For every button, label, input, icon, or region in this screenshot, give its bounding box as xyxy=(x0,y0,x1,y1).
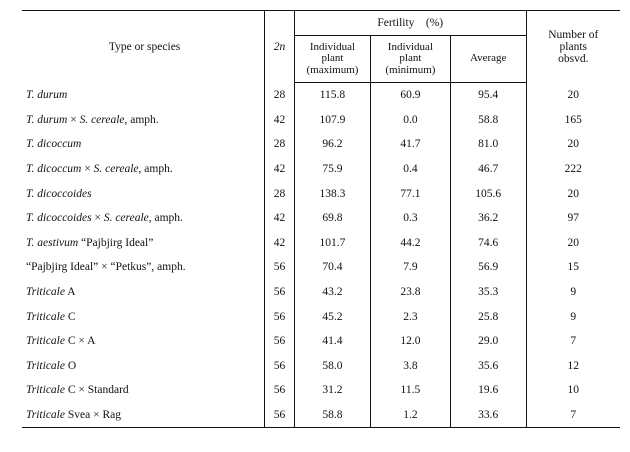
average-fertility-header: Average xyxy=(450,36,526,83)
plants-observed-cell: 97 xyxy=(526,206,620,231)
average-fertility-cell: 74.6 xyxy=(450,231,526,256)
min-header-line-1: Individual xyxy=(387,40,433,53)
chromosome-cell: 56 xyxy=(265,304,295,329)
species-name-roman: C xyxy=(64,310,76,323)
species-name-italic: Triticale xyxy=(26,286,65,299)
species-name-roman: × xyxy=(67,113,80,126)
chromosome-cell: 56 xyxy=(265,403,295,428)
max-fertility-cell: 70.4 xyxy=(294,255,370,280)
chromosome-cell: 42 xyxy=(265,157,295,182)
max-fertility-cell: 45.2 xyxy=(294,304,370,329)
species-name-italic: T. durum xyxy=(26,89,68,102)
min-fertility-header xyxy=(371,36,451,83)
species-name-italic-2: S. cereale xyxy=(103,212,149,225)
min-fertility-cell: 7.9 xyxy=(371,255,451,280)
species-name-roman: × xyxy=(81,163,94,176)
species-name-italic: Triticale xyxy=(26,384,65,397)
species-name-roman: C × Standard xyxy=(64,384,129,397)
max-fertility-cell: 115.8 xyxy=(294,83,370,108)
max-fertility-cell: 75.9 xyxy=(294,157,370,182)
plants-observed-line-1: Number of xyxy=(548,28,599,41)
average-fertility-cell: 35.6 xyxy=(450,354,526,379)
max-fertility-cell: 107.9 xyxy=(294,108,370,133)
min-fertility-cell: 60.9 xyxy=(371,83,451,108)
average-fertility-cell: 19.6 xyxy=(450,378,526,403)
species-name-italic: Triticale xyxy=(26,335,65,348)
max-header-line-2: plant xyxy=(321,52,344,65)
plants-observed-cell: 165 xyxy=(526,108,620,133)
average-fertility-cell: 58.8 xyxy=(450,108,526,133)
table-row xyxy=(22,181,620,206)
min-fertility-cell: 77.1 xyxy=(371,181,451,206)
type-cell xyxy=(22,403,265,428)
chromosome-cell: 56 xyxy=(265,354,295,379)
min-fertility-cell: 0.3 xyxy=(371,206,451,231)
species-name-italic: T. durum xyxy=(26,113,68,126)
plants-observed-cell: 10 xyxy=(526,378,620,403)
type-cell xyxy=(22,304,265,329)
fertility-table xyxy=(22,10,620,428)
species-name-italic: T. dicoccum xyxy=(26,163,82,176)
plants-observed-line-3: obsvd. xyxy=(558,52,589,65)
chromosome-cell: 56 xyxy=(265,280,295,305)
type-cell xyxy=(22,329,265,354)
type-cell xyxy=(22,255,265,280)
average-fertility-cell: 81.0 xyxy=(450,132,526,157)
max-header-line-3: (maximum) xyxy=(306,63,359,76)
chromosome-cell: 28 xyxy=(265,181,295,206)
average-fertility-cell: 25.8 xyxy=(450,304,526,329)
min-fertility-cell: 1.2 xyxy=(371,403,451,428)
table-header xyxy=(22,11,620,83)
type-cell xyxy=(22,157,265,182)
species-name-italic: Triticale xyxy=(26,310,65,323)
max-fertility-cell: 138.3 xyxy=(294,181,370,206)
max-fertility-cell: 96.2 xyxy=(294,132,370,157)
species-name-roman: “Pajbjirg Ideal” × “Petkus”, amph. xyxy=(26,261,186,274)
type-cell xyxy=(22,206,265,231)
table-row xyxy=(22,206,620,231)
fertility-group-header: Fertility (%) xyxy=(294,11,526,36)
plants-observed-cell: 7 xyxy=(526,329,620,354)
table-row xyxy=(22,83,620,108)
type-cell xyxy=(22,83,265,108)
type-cell xyxy=(22,354,265,379)
min-fertility-cell: 23.8 xyxy=(371,280,451,305)
species-name-roman: × xyxy=(91,212,104,225)
max-fertility-cell: 58.8 xyxy=(294,403,370,428)
species-name-roman: “Pajbjirg Ideal” xyxy=(78,236,154,249)
species-name-roman-2: , amph. xyxy=(124,113,159,126)
fertility-table-container xyxy=(22,10,620,428)
max-fertility-cell: 69.8 xyxy=(294,206,370,231)
species-name-italic: Triticale xyxy=(26,359,65,372)
average-fertility-cell: 36.2 xyxy=(450,206,526,231)
min-fertility-cell: 2.3 xyxy=(371,304,451,329)
average-fertility-cell: 29.0 xyxy=(450,329,526,354)
plants-observed-cell: 9 xyxy=(526,280,620,305)
chromosome-cell: 28 xyxy=(265,83,295,108)
min-fertility-cell: 41.7 xyxy=(371,132,451,157)
species-name-roman-2: , amph. xyxy=(138,163,173,176)
species-name-roman: C × A xyxy=(64,335,96,348)
species-name-italic-2: S. cereale xyxy=(93,163,139,176)
species-name-roman: A xyxy=(64,286,76,299)
plants-observed-header xyxy=(526,11,620,83)
average-fertility-cell: 95.4 xyxy=(450,83,526,108)
average-fertility-cell: 33.6 xyxy=(450,403,526,428)
species-name-italic: T. dicoccum xyxy=(26,138,82,151)
table-row xyxy=(22,157,620,182)
type-cell xyxy=(22,280,265,305)
header-row-1 xyxy=(22,11,620,36)
species-name-roman-2: , amph. xyxy=(148,212,183,225)
type-cell xyxy=(22,108,265,133)
average-fertility-cell: 56.9 xyxy=(450,255,526,280)
species-name-roman: Svea × Rag xyxy=(64,409,121,422)
plants-observed-cell: 9 xyxy=(526,304,620,329)
min-fertility-cell: 0.4 xyxy=(371,157,451,182)
species-name-italic: T. dicoccoides xyxy=(26,187,92,200)
min-fertility-cell: 12.0 xyxy=(371,329,451,354)
min-header-line-2: plant xyxy=(399,52,422,65)
plants-observed-line-2: plants xyxy=(559,40,588,53)
chromosome-cell: 56 xyxy=(265,255,295,280)
table-row xyxy=(22,378,620,403)
type-cell xyxy=(22,132,265,157)
table-row xyxy=(22,108,620,133)
max-fertility-cell: 43.2 xyxy=(294,280,370,305)
chromosome-cell: 42 xyxy=(265,231,295,256)
plants-observed-cell: 7 xyxy=(526,403,620,428)
table-row xyxy=(22,329,620,354)
plants-observed-cell: 20 xyxy=(526,231,620,256)
plants-observed-cell: 222 xyxy=(526,157,620,182)
table-row xyxy=(22,304,620,329)
min-fertility-cell: 11.5 xyxy=(371,378,451,403)
plants-observed-cell: 20 xyxy=(526,83,620,108)
plants-observed-cell: 20 xyxy=(526,181,620,206)
max-fertility-cell: 31.2 xyxy=(294,378,370,403)
type-cell xyxy=(22,231,265,256)
plants-observed-cell: 15 xyxy=(526,255,620,280)
max-header-line-1: Individual xyxy=(309,40,356,53)
chromosome-cell: 42 xyxy=(265,108,295,133)
min-fertility-cell: 44.2 xyxy=(371,231,451,256)
type-column-header: Type or species xyxy=(22,11,265,83)
table-body xyxy=(22,83,620,428)
species-name-italic-2: S. cereale xyxy=(79,113,125,126)
chromosome-column-header: 2n xyxy=(265,11,295,83)
type-cell xyxy=(22,181,265,206)
max-fertility-cell: 58.0 xyxy=(294,354,370,379)
chromosome-cell: 56 xyxy=(265,329,295,354)
table-row xyxy=(22,354,620,379)
species-name-italic: T. aestivum xyxy=(26,236,79,249)
min-fertility-cell: 3.8 xyxy=(371,354,451,379)
plants-observed-cell: 12 xyxy=(526,354,620,379)
table-row xyxy=(22,132,620,157)
max-fertility-cell: 101.7 xyxy=(294,231,370,256)
table-row xyxy=(22,231,620,256)
species-name-italic: Triticale xyxy=(26,409,65,422)
average-fertility-cell: 35.3 xyxy=(450,280,526,305)
chromosome-cell: 42 xyxy=(265,206,295,231)
chromosome-cell: 56 xyxy=(265,378,295,403)
table-row xyxy=(22,280,620,305)
table-row xyxy=(22,403,620,428)
average-fertility-cell: 46.7 xyxy=(450,157,526,182)
chromosome-cell: 28 xyxy=(265,132,295,157)
min-header-line-3: (minimum) xyxy=(385,63,436,76)
max-fertility-header xyxy=(294,36,370,83)
max-fertility-cell: 41.4 xyxy=(294,329,370,354)
table-row xyxy=(22,255,620,280)
species-name-roman: O xyxy=(64,359,77,372)
plants-observed-cell: 20 xyxy=(526,132,620,157)
type-cell xyxy=(22,378,265,403)
species-name-italic: T. dicoccoides xyxy=(26,212,92,225)
min-fertility-cell: 0.0 xyxy=(371,108,451,133)
average-fertility-cell: 105.6 xyxy=(450,181,526,206)
